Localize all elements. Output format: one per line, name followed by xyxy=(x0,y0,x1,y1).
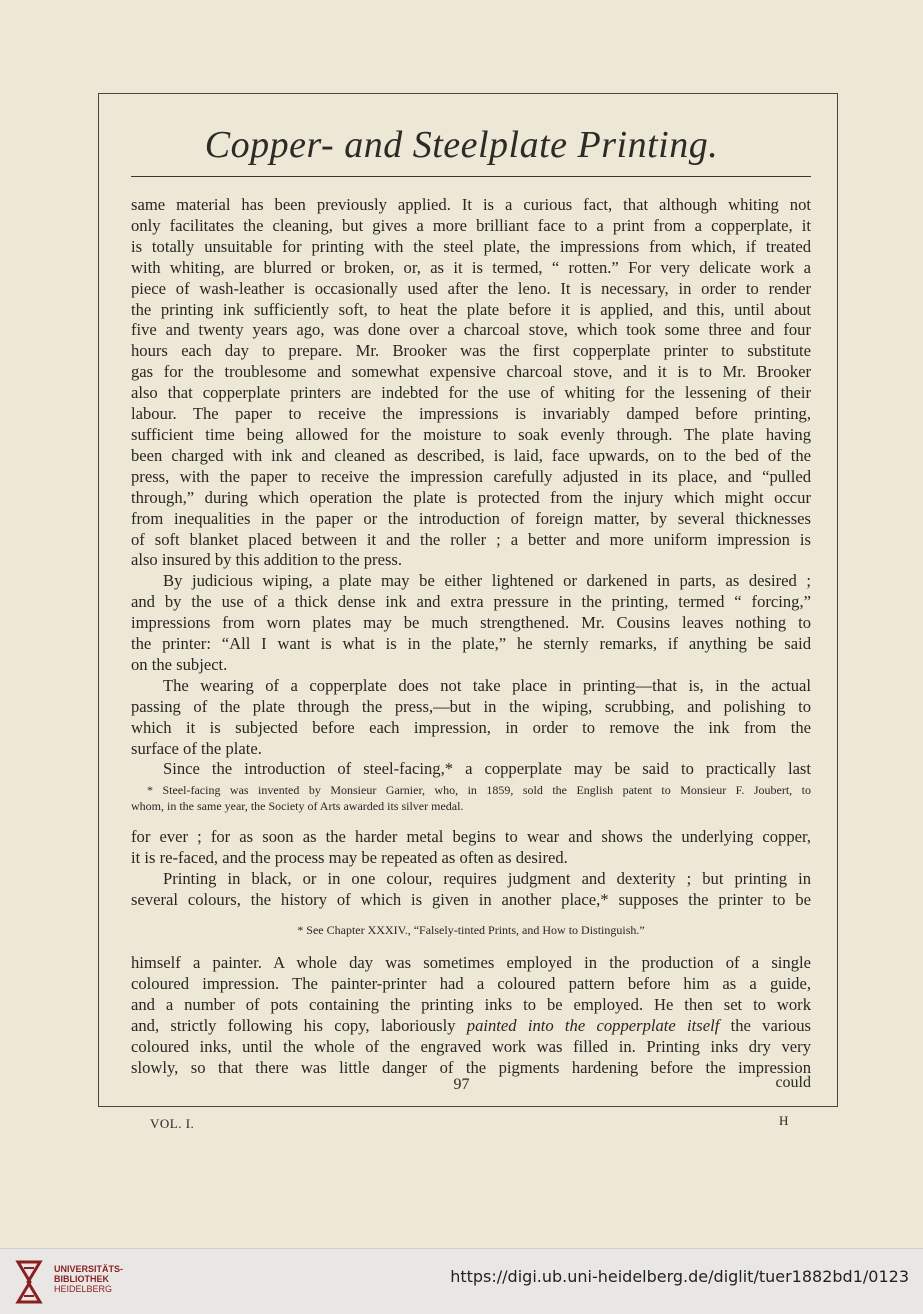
text-line: press, with the paper to receive the impression carefully adjusted in its place, and “pulled xyxy=(131,466,811,486)
institution-line: BIBLIOTHEK xyxy=(54,1274,109,1284)
text-line: on the subject. xyxy=(131,654,228,674)
text-line: coloured inks, until the whole of the engraved work was filled in. Printing inks dry very xyxy=(131,1036,811,1056)
text-line: from inequalities in the paper or the introduction of foreign matter, by several thicknesses xyxy=(131,508,811,528)
text-line: it is re-faced, and the process may be repeated as often as desired. xyxy=(131,847,568,867)
footnote-chapter-reference xyxy=(131,922,811,938)
institution-name xyxy=(54,1264,174,1294)
volume-mark: VOL. I. xyxy=(150,1116,195,1131)
text-line: several colours, the history of which is given in another place,* supposes the printer to be xyxy=(131,889,811,909)
footnote-line: * See Chapter XXXIV., “Falsely-tinted Prints, and How to Distinguish.” xyxy=(297,923,645,937)
text-line: and a number of pots containing the printing inks to be employed. He then set to work xyxy=(131,994,811,1014)
text-line: passing of the plate through the press,—but in the wiping, scrubbing, and polishing to xyxy=(131,696,811,716)
viewer-footer-bar xyxy=(0,1248,923,1314)
text-line: Printing in black, or in one colour, requires judgment and dexterity ; but printing in xyxy=(163,868,811,888)
text-line: the printing ink sufficiently soft, to heat the plate before it is applied, and this, until about xyxy=(131,299,811,319)
university-logo-icon[interactable] xyxy=(10,1258,50,1306)
footnote-steel-facing xyxy=(131,782,811,814)
text-line: and by the use of a thick dense ink and extra pressure in the printing, termed “ forcing,” xyxy=(131,592,811,612)
text-line: also that copperplate printers are indebted for the use of whiting for the lessening of their xyxy=(131,383,811,403)
footnote-line: * Steel-facing was invented by Monsieur Garnier, who, in 1859, sold the English patent to Monsieur F. Joubert, to xyxy=(147,783,811,797)
text-line: for ever ; for as soon as the harder metal begins to wear and shows the underlying copper, xyxy=(131,827,811,846)
text-line: coloured impression. The painter-printer had a coloured pattern before him as a guide, xyxy=(131,973,811,993)
text-line: The wearing of a copperplate does not take place in printing—that is, in the actual xyxy=(163,675,811,695)
page-title: Copper- and Steelplate Printing. xyxy=(204,124,719,166)
permalink-url[interactable]: https://digi.ub.uni-heidelberg.de/diglit/tuer1882bd1/0123 xyxy=(450,1267,909,1286)
text-line: been charged with ink and cleaned as described, is laid, face upwards, on to the bed of the xyxy=(131,445,811,465)
text-line: By judicious wiping, a plate may be either lightened or darkened in parts, as desired ; xyxy=(163,571,811,591)
text-line: through,” during which operation the plate is protected from the injury which might occur xyxy=(131,487,811,507)
text-line: of soft blanket placed between it and the roller ; a better and more uniform impression is xyxy=(131,529,811,549)
italic-phrase: painted into the copperplate itself xyxy=(466,1015,720,1035)
text-line xyxy=(131,1016,811,1037)
text-line: which it is subjected before each impression, in order to remove the ink from the xyxy=(131,717,811,737)
text-line: labour. The paper to receive the impressions is invariably damped before printing, xyxy=(131,404,811,424)
text-line: the printer: “All I want is what is in the plate,” he sternly remarks, if anything be said xyxy=(131,634,811,654)
text-line: surface of the plate. xyxy=(131,738,262,758)
text-line: is totally unsuitable for printing with the steel plate, the impressions from which, if treated xyxy=(131,236,811,256)
text-line: also insured by this addition to the press. xyxy=(131,550,403,570)
text-line: impressions from worn plates may be much strengthened. Mr. Cousins leaves nothing to xyxy=(131,613,811,633)
text-line: sufficient time being allowed for the moisture to soak evenly through. The plate having xyxy=(131,424,811,444)
text-line: with whiting, are blurred or broken, or, as it is termed, “ rotten.” For very delicate work a xyxy=(131,257,811,277)
text-line: himself a painter. A whole day was sometimes employed in the production of a single xyxy=(131,953,811,972)
text-line: five and twenty years ago, was done over a charcoal stove, which took some three and four xyxy=(131,320,811,340)
footnote-line: whom, in the same year, the Society of Arts awarded its silver medal. xyxy=(131,799,464,813)
page-number: 97 xyxy=(453,1076,470,1093)
text-line: piece of wash-leather is occasionally used after the leno. It is necessary, in order to render xyxy=(131,278,811,298)
text-line: Since the introduction of steel-facing,* a copperplate may be said to practically last xyxy=(163,759,811,779)
body-text-middle xyxy=(131,827,811,911)
text-line: same material has been previously applied. It is a curious fact, that although whiting not xyxy=(131,195,811,214)
institution-line: HEIDELBERG xyxy=(54,1284,113,1294)
title-rule xyxy=(131,176,811,177)
institution-line: UNIVERSITÄTS- xyxy=(54,1264,124,1274)
catchword: could xyxy=(775,1074,811,1091)
body-text-bottom xyxy=(131,953,811,1078)
text-line: gas for the troublesome and somewhat expensive charcoal stove, and it is to Mr. Brooker xyxy=(131,362,811,382)
text-line: only facilitates the cleaning, but gives a more brilliant face to a print from a copperplate, it xyxy=(131,215,811,235)
text-line: hours each day to prepare. Mr. Brooker was the first copperplate printer to substitute xyxy=(131,341,811,361)
body-text-top xyxy=(131,195,811,780)
signature-mark: H xyxy=(779,1113,789,1128)
text-fragment: the various xyxy=(719,1015,812,1035)
text-fragment: and, strictly following his copy, laboriously xyxy=(131,1015,467,1035)
text-line: slowly, so that there was little danger of the pigments hardening before the impression xyxy=(131,1057,811,1077)
